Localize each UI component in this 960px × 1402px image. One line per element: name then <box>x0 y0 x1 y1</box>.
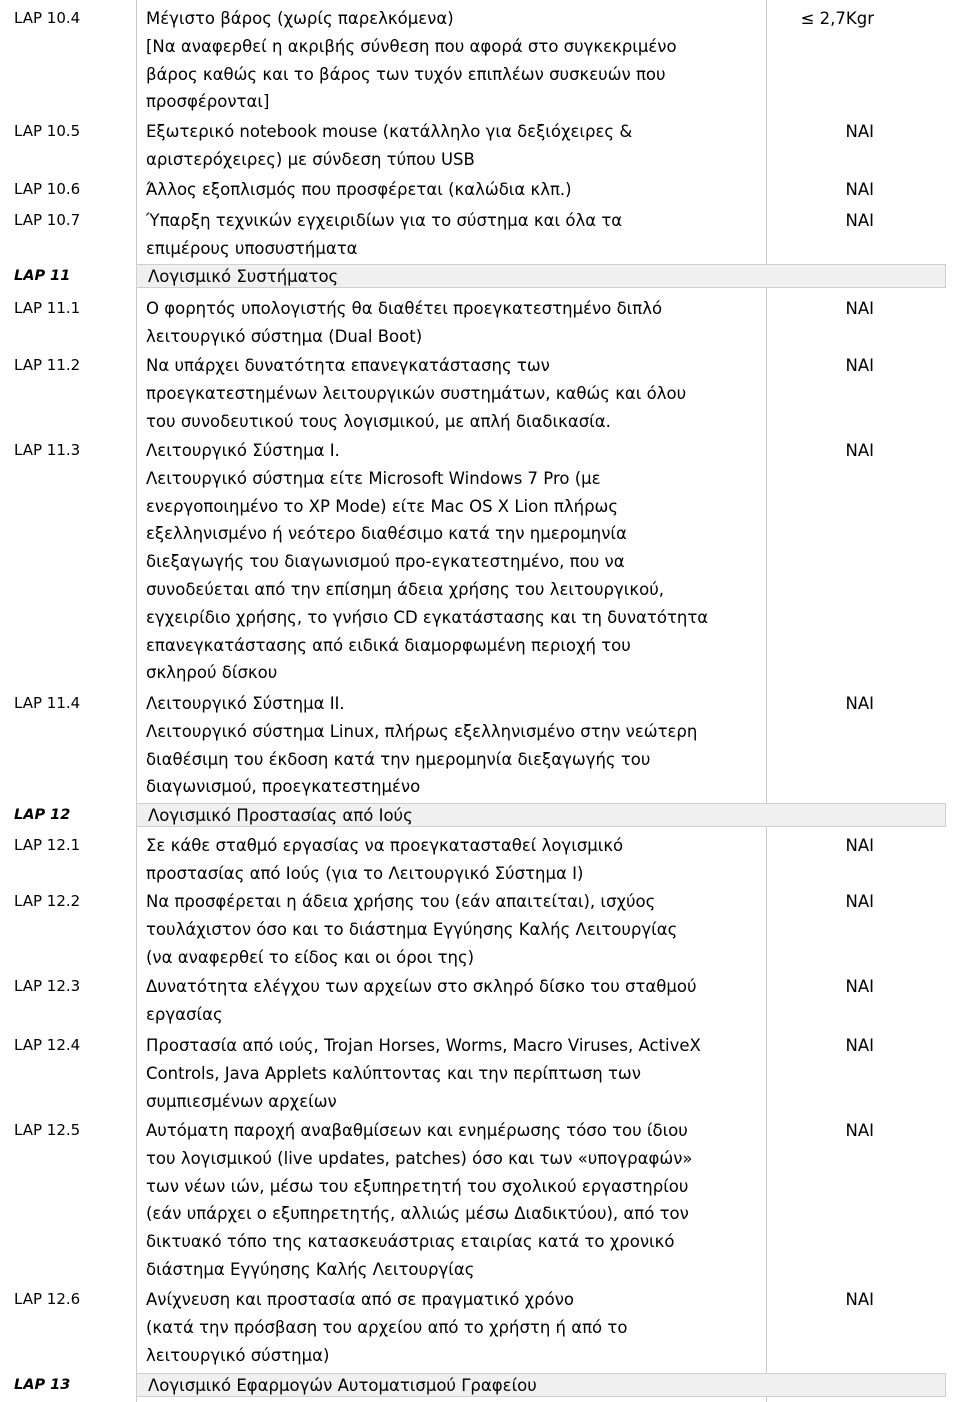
description-line: Λογισμικό Συστήματος <box>148 267 339 286</box>
spec-description <box>146 118 766 174</box>
spec-description <box>146 295 766 351</box>
description-line: Εξωτερικό notebook mouse (κατάλληλο για δεξιόχειρες & <box>146 122 633 141</box>
description-line: Ο φορητός υπολογιστής θα διαθέτει προεγκατεστημένο διπλό <box>146 299 663 318</box>
spec-description <box>146 1117 766 1284</box>
description-line: διαγωνισμού, προεγκατεστημένο <box>146 777 421 797</box>
description-line: των νέων ιών, μέσω του εξυπηρετητή του σχολικού εργαστηρίου <box>146 1176 689 1196</box>
spec-description <box>146 176 766 204</box>
spec-code: LAP 10.7 <box>14 211 81 229</box>
spec-value: ΝΑΙ <box>845 1290 874 1309</box>
description-line: (εάν υπάρχει ο εξυπηρετητής, αλλιώς μέσω Διαδικτύου), από τον <box>146 1204 689 1224</box>
description-line: αριστερόχειρες) με σύνδεση τύπου USB <box>146 149 475 169</box>
description-line: εγχειρίδιο χρήσης, το γνήσιο CD εγκατάστασης και τη δυνατότητα <box>146 607 709 627</box>
spec-code: LAP 12.2 <box>14 892 81 910</box>
spec-code: LAP 12.6 <box>14 1290 81 1308</box>
spec-description <box>146 888 766 971</box>
description-line: συνοδεύεται από την επίσημη άδεια χρήσης του λειτουργικού, <box>146 579 664 599</box>
spec-value: ΝΑΙ <box>845 694 874 713</box>
description-line: προστασίας από Ιούς (για το Λειτουργικό Σύστημα Ι) <box>146 863 584 883</box>
description-line: Μέγιστο βάρος (χωρίς παρελκόμενα) <box>146 9 454 28</box>
description-line: συμπιεσμένων αρχείων <box>146 1091 337 1111</box>
spec-value: ≤ 2,7Kgr <box>800 9 874 28</box>
description-line: Λειτουργικό σύστημα είτε Microsoft Windows 7 Pro (με <box>146 468 601 488</box>
spec-code: LAP 11.2 <box>14 356 81 374</box>
spec-code: LAP 11.1 <box>14 299 81 317</box>
description-line: διεξαγωγής του διαγωνισμού προ-εγκατεστημένο, που να <box>146 552 625 572</box>
spec-code: LAP 12.5 <box>14 1121 81 1139</box>
spec-code: LAP 11.3 <box>14 441 81 459</box>
section-title <box>148 802 768 830</box>
spec-code: LAP 10.4 <box>14 9 81 27</box>
description-line: Άλλος εξοπλισμός που προσφέρεται (καλώδια κλπ.) <box>146 180 572 199</box>
spec-value: ΝΑΙ <box>845 299 874 318</box>
spec-value: ΝΑΙ <box>845 977 874 996</box>
description-line: Σε κάθε σταθμό εργασίας να προεγκατασταθεί λογισμικό <box>146 836 624 855</box>
description-line: ενεργοποιημένο το XP Mode) είτε Mac OS X Lion πλήρως <box>146 496 619 516</box>
description-line: Λειτουργικό σύστημα Linux, πλήρως εξελληνισμένο στην νεώτερη <box>146 721 698 741</box>
description-line: προσφέρονται] <box>146 92 270 112</box>
spec-description <box>146 832 766 888</box>
description-line: Προστασία από ιούς, Trojan Horses, Worms, Macro Viruses, ActiveX <box>146 1036 701 1055</box>
description-line: λειτουργικό σύστημα (Dual Boot) <box>146 326 423 346</box>
spec-description <box>146 1032 766 1115</box>
spec-description <box>146 5 766 116</box>
spec-value: ΝΑΙ <box>845 892 874 911</box>
description-line: Controls, Java Applets καλύπτοντας και την περίπτωση των <box>146 1063 641 1083</box>
description-line: Αυτόματη παροχή αναβαθμίσεων και ενημέρωσης τόσο του ίδιου <box>146 1121 688 1140</box>
spec-description <box>146 690 766 801</box>
description-line: διαθέσιμη του έκδοση κατά την ημερομηνία διεξαγωγής του <box>146 749 651 769</box>
spec-code: LAP 10.5 <box>14 122 81 140</box>
description-line: (να αναφερθεί το είδος και οι όροι της) <box>146 947 475 967</box>
spec-code: LAP 10.6 <box>14 180 81 198</box>
description-line: επιμέρους υποσυστήματα <box>146 238 358 258</box>
description-line: προεγκατεστημένων λειτουργικών συστημάτων, καθώς και όλου <box>146 383 687 403</box>
column-divider-left <box>136 0 137 1402</box>
spec-code: LAP 12.1 <box>14 836 81 854</box>
description-line: Να προσφέρεται η άδεια χρήσης του (εάν απαιτείται), ισχύος <box>146 892 656 911</box>
spec-value: ΝΑΙ <box>845 122 874 141</box>
description-line: Ύπαρξη τεχνικών εγχειριδίων για το σύστημα και όλα τα <box>146 211 623 230</box>
spec-description <box>146 207 766 263</box>
spec-code: LAP 13 <box>14 1377 71 1393</box>
description-line: επανεγκατάστασης από ειδικά διαμορφωμένη περιοχή του <box>146 635 631 655</box>
description-line: [Να αναφερθεί η ακριβής σύνθεση που αφορά στο συγκεκριμένο <box>146 36 677 56</box>
spec-value: ΝΑΙ <box>845 441 874 460</box>
description-line: λειτουργικό σύστημα) <box>146 1345 330 1365</box>
description-line: Να υπάρχει δυνατότητα επανεγκατάστασης των <box>146 356 550 375</box>
spec-code: LAP 12.3 <box>14 977 81 995</box>
spec-code: LAP 12 <box>14 807 71 823</box>
section-title <box>148 263 768 291</box>
description-line: Λογισμικό Προστασίας από Ιούς <box>148 806 413 825</box>
spec-description <box>146 437 766 687</box>
description-line: Λογισμικό Εφαρμογών Αυτοματισμού Γραφείου <box>148 1376 537 1395</box>
spec-value: ΝΑΙ <box>845 1121 874 1140</box>
spec-description <box>146 973 766 1029</box>
description-line: διάστημα Εγγύησης Καλής Λειτουργίας <box>146 1259 475 1279</box>
description-line: Λειτουργικό Σύστημα Ι. <box>146 441 340 460</box>
description-line: σκληρού δίσκου <box>146 663 278 683</box>
description-line: βάρος καθώς και το βάρος των τυχόν επιπλέων συσκευών που <box>146 64 666 84</box>
description-line: Δυνατότητα ελέγχου των αρχείων στο σκληρό δίσκο του σταθμού <box>146 977 697 996</box>
description-line: Ανίχνευση και προστασία από σε πραγματικό χρόνο <box>146 1290 575 1309</box>
spec-code: LAP 12.4 <box>14 1036 81 1054</box>
description-line: Λειτουργικό Σύστημα ΙΙ. <box>146 694 345 713</box>
spec-description <box>146 1286 766 1369</box>
spec-description <box>146 352 766 435</box>
description-line: τουλάχιστον όσο και το διάστημα Εγγύησης Καλής Λειτουργίας <box>146 919 678 939</box>
spec-code: LAP 11.4 <box>14 694 81 712</box>
spec-value: ΝΑΙ <box>845 211 874 230</box>
spec-value: ΝΑΙ <box>845 1036 874 1055</box>
description-line: του συνοδευτικού τους λογισμικού, με απλή διαδικασία. <box>146 411 611 431</box>
description-line: εργασίας <box>146 1004 223 1024</box>
section-title <box>148 1372 768 1400</box>
spec-value: ΝΑΙ <box>845 836 874 855</box>
description-line: (κατά την πρόσβαση του αρχείου από το χρήστη ή από το <box>146 1317 628 1337</box>
column-divider-right <box>766 0 767 1402</box>
spec-code: LAP 11 <box>14 268 71 284</box>
spec-value: ΝΑΙ <box>845 180 874 199</box>
description-line: του λογισμικού (live updates, patches) όσο και των «υπογραφών» <box>146 1148 693 1168</box>
description-line: δικτυακό τόπο της κατασκευάστριας εταιρίας κατά το χρονικό <box>146 1232 675 1252</box>
spec-value: ΝΑΙ <box>845 356 874 375</box>
description-line: εξελληνισμένο ή νεότερο διαθέσιμο κατά την ημερομηνία <box>146 524 627 544</box>
